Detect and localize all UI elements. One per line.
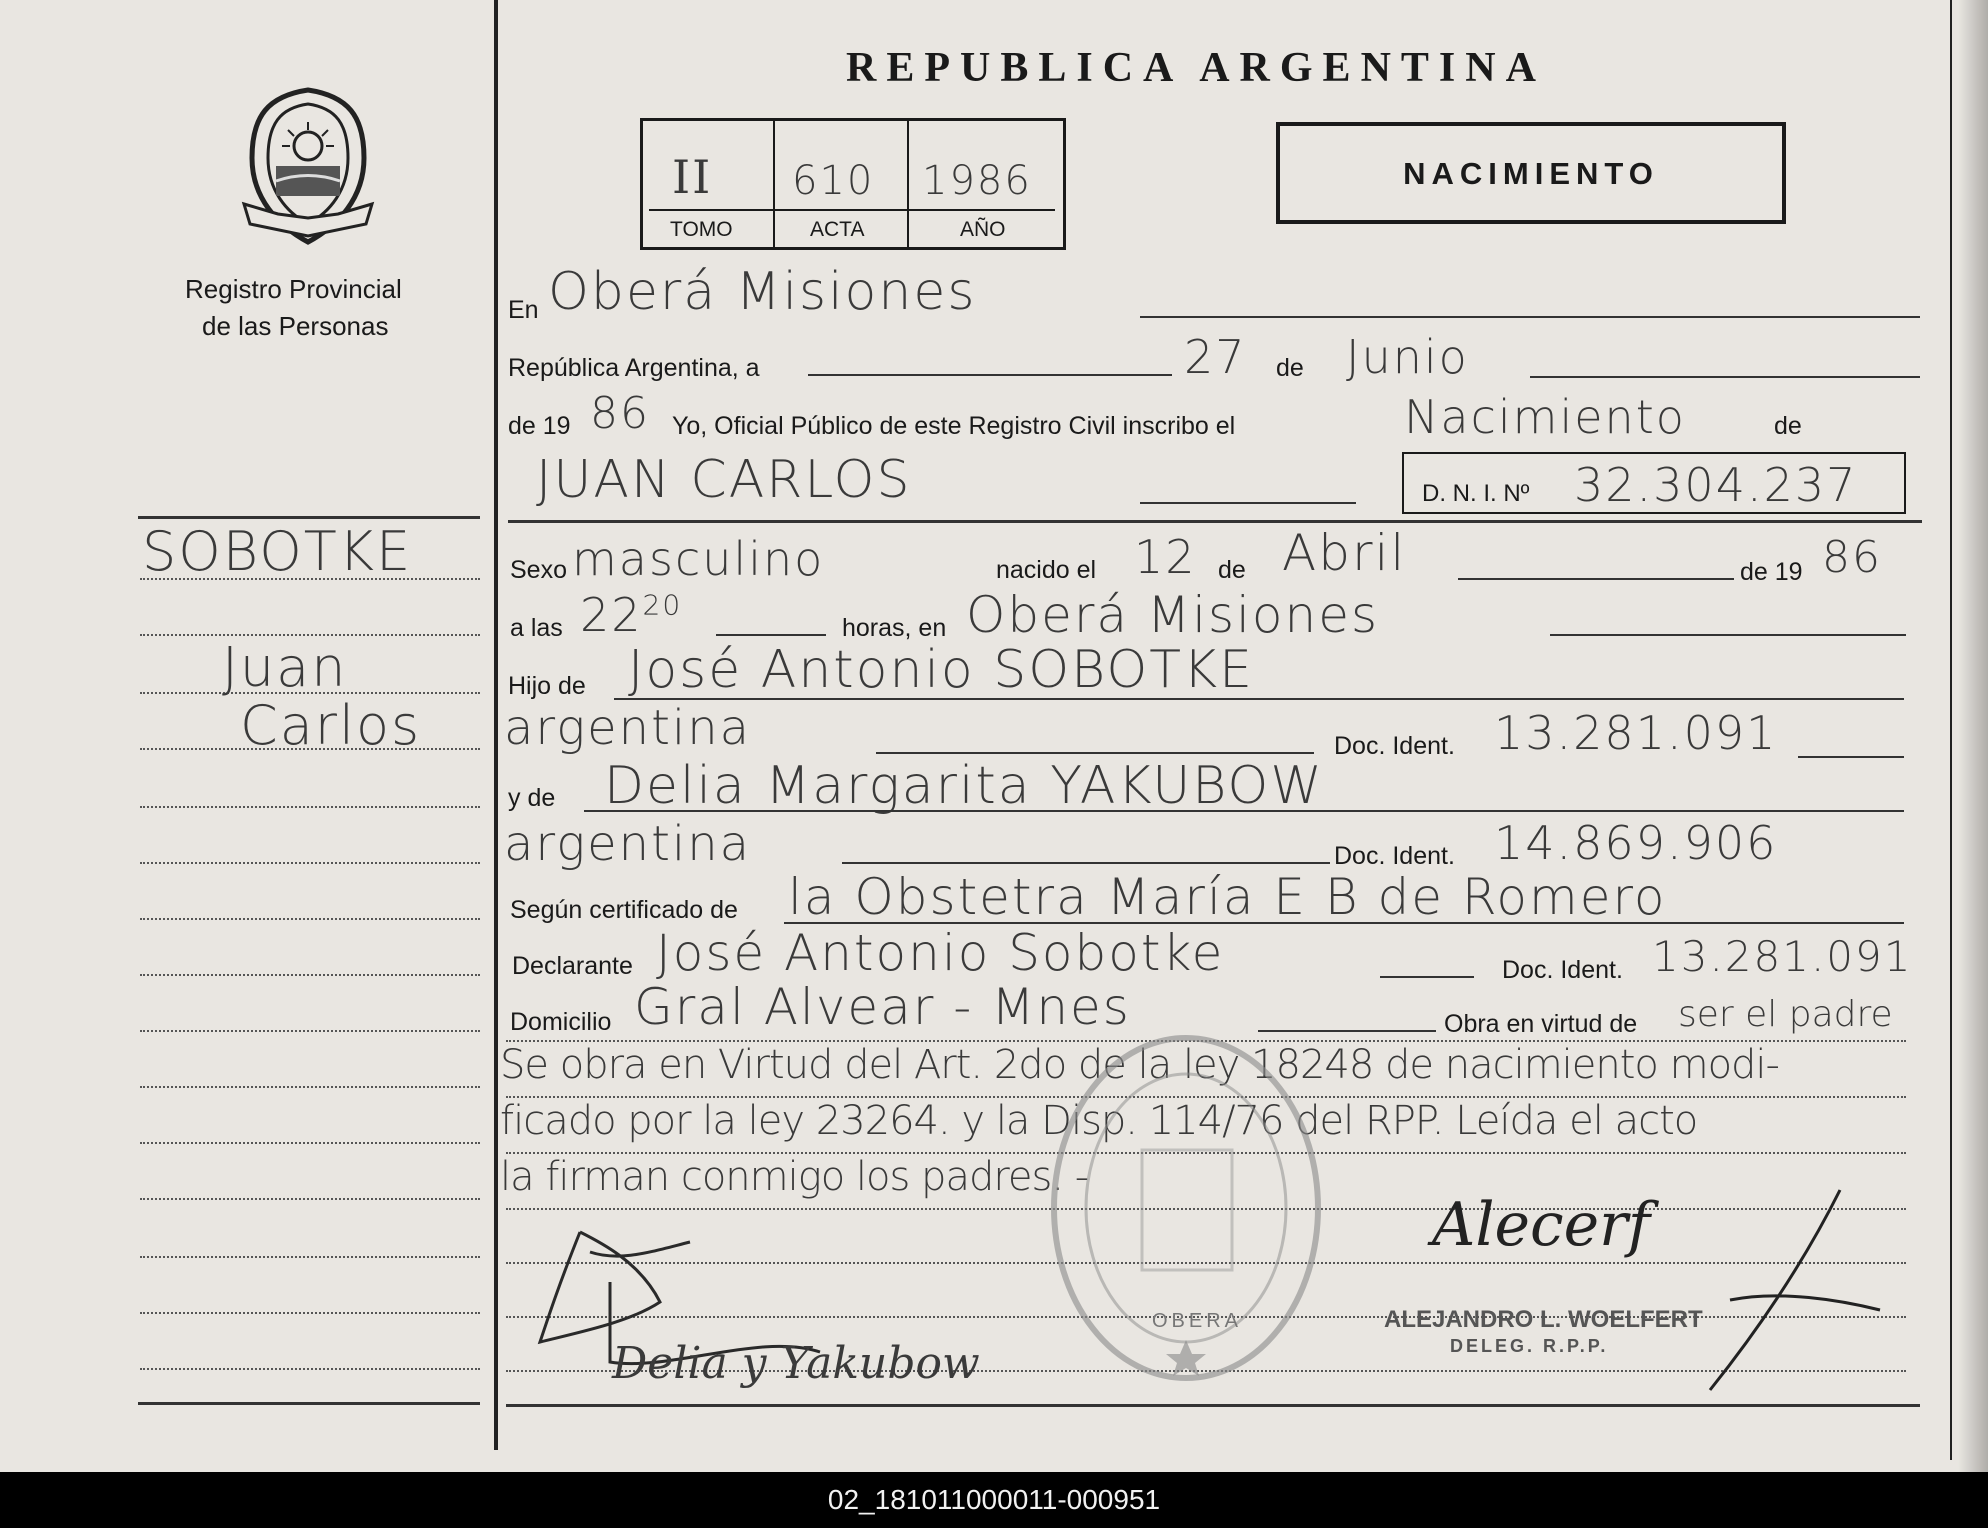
mother-name-value: Delia Margarita YAKUBOW [604, 756, 1324, 816]
place-value: Oberá Misiones [548, 262, 977, 322]
margin-surname: SOBOTKE [142, 520, 413, 583]
de-label: de [1276, 354, 1304, 382]
father-name-value: José Antonio SOBOTKE [628, 640, 1254, 700]
dni-value: 32.304.237 [1574, 458, 1858, 512]
registry-line2: de las Personas [202, 311, 389, 341]
birth-day-value: 12 [1134, 530, 1197, 584]
de-label: de [1218, 556, 1246, 584]
mother-nationality-value: argentina [504, 816, 752, 872]
tomo-value: II [672, 150, 713, 204]
obra-value: ser el padre [1678, 994, 1893, 1035]
day-value: 27 [1184, 330, 1247, 384]
section-rule [508, 520, 1922, 523]
observation-line-2: ficado por la ley 23264. y la Disp. 114/76 del RPP. Leída el acto [500, 1098, 1698, 1144]
sexo-value: masculino [572, 532, 825, 586]
father-doc-label: Doc. Ident. [1334, 732, 1455, 760]
form-rule [876, 752, 1314, 754]
dni-label: D. N. I. Nº [1422, 480, 1530, 507]
margin-rule [140, 1030, 480, 1032]
acta-label: ACTA [810, 218, 865, 241]
certifier-value: la Obstetra María E B de Romero [788, 868, 1667, 926]
sexo-label: Sexo [510, 556, 567, 584]
yo-oficial-text: Yo, Oficial Público de este Registro Civil inscribo el [672, 412, 1236, 440]
acta-value: 610 [792, 158, 875, 204]
official-signature: Alecerf [1432, 1190, 1651, 1260]
tomo-label: TOMO [670, 218, 733, 241]
right-border [1950, 0, 1952, 1460]
form-rule [614, 698, 1904, 700]
margin-given-name-2: Carlos [240, 694, 422, 757]
margin-rule [140, 1086, 480, 1088]
margin-rule [140, 918, 480, 920]
father-doc-value: 13.281.091 [1494, 706, 1778, 760]
hour-value: 22 [580, 588, 643, 642]
form-rule [1798, 756, 1904, 758]
margin-rule [140, 1198, 480, 1200]
year-value: 86 [590, 388, 650, 439]
child-name-value: JUAN CARLOS [536, 450, 912, 510]
observation-line-3: la firman conmigo los padres. - [500, 1154, 1089, 1200]
hijo-label: Hijo de [508, 672, 586, 700]
declarant-doc-label: Doc. Ident. [1502, 956, 1623, 984]
mother-doc-value: 14.869.906 [1494, 816, 1778, 870]
official-name: ALEJANDRO L. WOELFERT [1384, 1306, 1703, 1333]
declarante-label: Declarante [512, 952, 633, 980]
nacido-label: nacido el [996, 556, 1097, 584]
form-rule [1380, 976, 1474, 978]
mother-doc-label: Doc. Ident. [1334, 842, 1455, 870]
mother-signature: Delia y Yakubow [612, 1338, 980, 1389]
margin-rule [140, 1312, 480, 1314]
act-type-label: NACIMIENTO [1403, 156, 1659, 191]
father-nationality-value: argentina [504, 700, 752, 756]
official-title: DELEG. R.P.P. [1450, 1336, 1609, 1356]
ano-label: AÑO [960, 218, 1006, 241]
horas-label: horas, en [842, 614, 947, 642]
act-type-box [1276, 122, 1786, 224]
country-title: REPUBLICA ARGENTINA [846, 45, 1546, 91]
declarant-doc-value: 13.281.091 [1652, 932, 1913, 981]
domicile-value: Gral Alvear - Mnes [634, 978, 1131, 1036]
ano-value: 1986 [922, 158, 1032, 204]
birth-year-value: 86 [1822, 532, 1882, 583]
registry-line1: Registro Provincial [185, 274, 402, 304]
birth-month-value: Abril [1282, 524, 1407, 582]
margin-top-rule [138, 516, 480, 519]
form-rule [1530, 376, 1920, 378]
segun-label: Según certificado de [510, 896, 738, 924]
image-id-footer: 02_181011000011-000951 [0, 1472, 1988, 1528]
domicilio-label: Domicilio [510, 1008, 612, 1036]
form-bottom-rule [506, 1404, 1920, 1407]
form-rule [1140, 316, 1920, 318]
birth-year-prefix: de 19 [1740, 558, 1803, 586]
margin-rule [140, 862, 480, 864]
year-prefix: de 19 [508, 412, 571, 440]
form-rule [1550, 634, 1906, 636]
alas-label: a las [510, 614, 563, 642]
form-rule [584, 810, 1904, 812]
act-kind-value: Nacimiento [1404, 390, 1686, 444]
margin-rule [140, 974, 480, 976]
hour-value [580, 588, 682, 642]
obra-label: Obra en virtud de [1444, 1010, 1638, 1038]
form-rule [716, 634, 826, 636]
form-rule [842, 862, 1330, 864]
left-column-border [494, 0, 498, 1450]
birth-place-value: Oberá Misiones [966, 586, 1380, 644]
de-label: de [1774, 412, 1802, 440]
en-label: En [508, 296, 539, 324]
form-rule [1458, 578, 1734, 580]
official-stamp-icon [1046, 1030, 1326, 1390]
margin-rule [140, 1368, 480, 1370]
margin-given-name-1: Juan [222, 636, 348, 699]
margin-bottom-rule [138, 1402, 480, 1405]
margin-rule [140, 1142, 480, 1144]
margin-rule [140, 1256, 480, 1258]
observation-line-1: Se obra en Virtud del Art. 2do de la ley 18248 de nacimiento modi- [500, 1042, 1779, 1088]
province-seal-icon [238, 86, 378, 246]
minute-value: 20 [642, 588, 683, 622]
declarant-value: José Antonio Sobotke [656, 924, 1225, 982]
margin-rule [140, 806, 480, 808]
yde-label: y de [508, 784, 556, 812]
stamp-city: OBERA [1152, 1310, 1243, 1332]
month-value: Junio [1346, 330, 1469, 384]
form-rule [1140, 502, 1356, 504]
form-rule [808, 374, 1172, 376]
republic-label: República Argentina, a [508, 354, 760, 382]
official-signature-stroke-icon [1690, 1180, 1890, 1400]
